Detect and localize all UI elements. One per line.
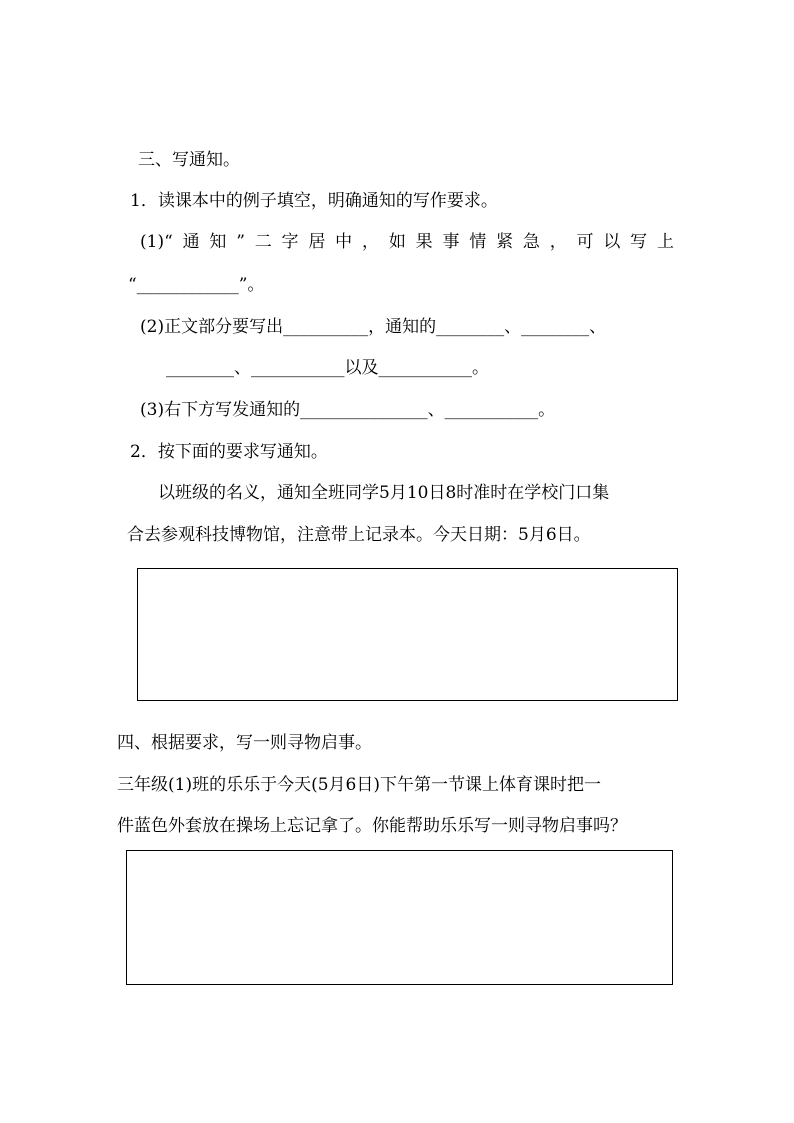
section4-heading: 四、根据要求，写一则寻物启事。 — [117, 733, 372, 753]
question-1-2-line-a: (2)正文部分要写出__________，通知的________、________、 — [140, 317, 607, 337]
section4-text-line-a: 三年级(1)班的乐乐于今天(5月6日)下午第一节课上体育课时把一 — [117, 775, 601, 795]
question-1: 1．读课本中的例子填空，明确通知的写作要求。 — [130, 191, 498, 211]
section4-text-line-b: 件蓝色外套放在操场上忘记拿了。你能帮助乐乐写一则寻物启事吗？ — [117, 816, 627, 836]
question-2-text-line-b: 合去参观科技博物馆，注意带上记录本。今天日期：5月6日。 — [127, 525, 591, 545]
section3-heading: 三、写通知。 — [138, 150, 240, 170]
question-1-2-line-b: ________、___________以及___________。 — [166, 358, 489, 378]
question-1-1-line-a: (1)“通知”二字居中，如果事情紧急，可以写上 — [140, 232, 674, 252]
question-1-3: (3)右下方写发通知的_______________、___________。 — [140, 400, 556, 420]
question-1-1-line-b: “____________”。 — [128, 275, 265, 295]
question-2: 2．按下面的要求写通知。 — [130, 442, 328, 462]
notice-answer-box[interactable] — [137, 568, 678, 701]
question-2-text-line-a: 以班级的名义，通知全班同学5月10日8时准时在学校门口集 — [158, 483, 610, 503]
lost-item-answer-box[interactable] — [126, 850, 673, 985]
